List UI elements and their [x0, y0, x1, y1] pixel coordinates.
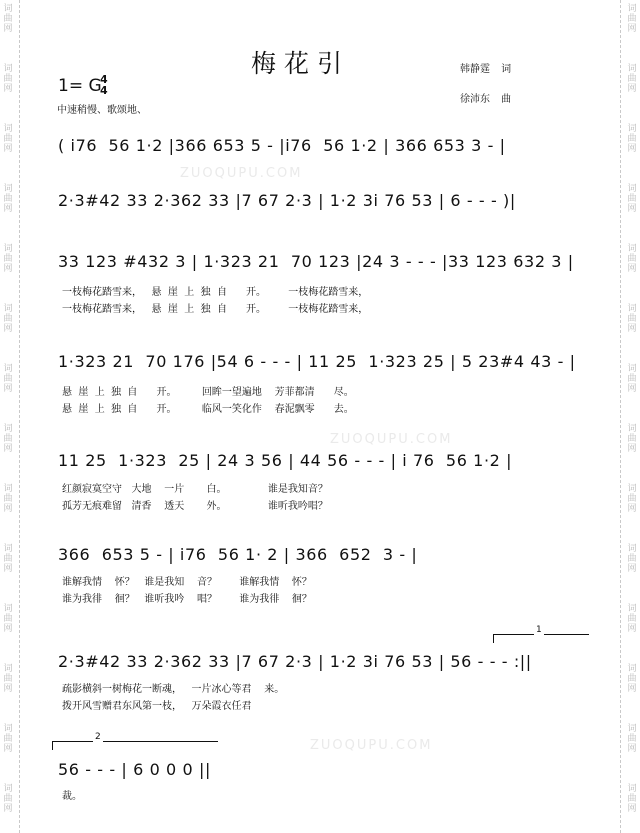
lyricist-credit: 韩静霆 词 — [460, 64, 512, 75]
second-ending-bracket — [52, 732, 218, 750]
side-watermark-group: 词 曲 网 — [3, 424, 13, 454]
left-watermark-column — [1, 0, 15, 833]
volta-number: 1 — [536, 625, 542, 635]
key-signature: 1= G — [58, 76, 102, 96]
lyric-line: 悬 崖 上 独 自 开。 回眸一望遍地 芳菲都清 尽。 — [62, 387, 354, 398]
lyric-line: 一枝梅花踏雪来， 悬 崖 上 独 自 开。 一枝梅花踏雪来， — [62, 287, 369, 298]
side-watermark-group: 词 曲 网 — [3, 784, 13, 814]
side-watermark-group: 词 曲 网 — [627, 244, 637, 274]
side-watermark-group: 词 曲 网 — [627, 424, 637, 454]
watermark: ZUOQUPU.COM — [180, 166, 303, 181]
score-line-8: 56 - - - | 6 0 0 0 || — [58, 760, 211, 779]
tempo-marking: 中速稍慢、歌颂地、 — [57, 105, 147, 116]
side-watermark-group: 词 曲 网 — [627, 4, 637, 34]
song-title: 梅花引 — [251, 49, 351, 78]
side-watermark-group: 词 曲 网 — [627, 64, 637, 94]
time-denominator: 4 — [100, 84, 108, 97]
side-watermark-group: 词 曲 网 — [627, 784, 637, 814]
watermark: ZUOQUPU.COM — [310, 738, 433, 753]
lyric-line: 孤芳无痕难留 清香 透天 外。 谁听我吟唱？ — [62, 501, 328, 512]
time-numerator: 4 — [100, 73, 108, 86]
lyric-line: 裁。 — [62, 791, 82, 802]
first-ending-bracket — [493, 625, 589, 643]
right-border — [620, 0, 621, 833]
score-line-2: 2·3#42 33 2·362 33 |7 67 2·3 | 1·2 3i 76 53 | 6 - - - )| — [58, 191, 516, 210]
lyric-line: 一枝梅花踏雪来， 悬 崖 上 独 自 开。 一枝梅花踏雪来， — [62, 304, 369, 315]
side-watermark-group: 词 曲 网 — [627, 184, 637, 214]
score-line-5: 11 25 1·323 25 | 24 3 56 | 44 56 - - - | i 76 56 1·2 | — [58, 451, 513, 470]
side-watermark-group: 词 曲 网 — [627, 724, 637, 754]
lyric-line: 疏影横斜一树梅花一断魂， 一片冰心等君 来。 — [62, 684, 285, 695]
side-watermark-group: 词 曲 网 — [627, 604, 637, 634]
time-signature — [100, 74, 108, 96]
side-watermark-group: 词 曲 网 — [627, 304, 637, 334]
side-watermark-group: 词 曲 网 — [3, 724, 13, 754]
side-watermark-group: 词 曲 网 — [627, 664, 637, 694]
side-watermark-group: 词 曲 网 — [627, 124, 637, 154]
side-watermark-group: 词 曲 网 — [627, 364, 637, 394]
score-line-6: 366 653 5 - | i76 56 1· 2 | 366 652 3 - | — [58, 545, 418, 564]
side-watermark-group: 词 曲 网 — [3, 124, 13, 154]
side-watermark-group: 词 曲 网 — [627, 544, 637, 574]
side-watermark-group: 词 曲 网 — [3, 484, 13, 514]
composer-credit: 徐沛东 曲 — [460, 94, 512, 105]
watermark: ZUOQUPU.COM — [330, 432, 453, 447]
side-watermark-group: 词 曲 网 — [3, 64, 13, 94]
volta-number: 2 — [95, 732, 101, 742]
score-line-7: 2·3#42 33 2·362 33 |7 67 2·3 | 1·2 3i 76 53 | 56 - - - :|| — [58, 652, 532, 671]
score-line-1: ( i76 56 1·2 |366 653 5 - |i76 56 1·2 | 366 653 3 - | — [58, 136, 506, 155]
right-watermark-column — [625, 0, 639, 833]
score-line-4: 1·323 21 70 176 |54 6 - - - | 11 25 1·323 25 | 5 23#4 43 - | — [58, 352, 576, 371]
lyric-line: 谁为我徘 徊？ 谁听我吟 唱？ 谁为我徘 徊？ — [62, 594, 312, 605]
lyric-line: 谁解我情 怀？ 谁是我知 音？ 谁解我情 怀？ — [62, 577, 312, 588]
side-watermark-group: 词 曲 网 — [3, 184, 13, 214]
score-line-3: 33 123 #432 3 | 1·323 21 70 123 |24 3 - - - |33 123 632 3 | — [58, 252, 574, 271]
lyric-line: 红颜寂寞空守 大地 一片 白。 谁是我知音？ — [62, 484, 328, 495]
side-watermark-group: 词 曲 网 — [3, 604, 13, 634]
lyric-line: 悬 崖 上 独 自 开。 临风一笑化作 春泥飘零 去。 — [62, 404, 354, 415]
side-watermark-group: 词 曲 网 — [3, 664, 13, 694]
side-watermark-group: 词 曲 网 — [627, 484, 637, 514]
side-watermark-group: 词 曲 网 — [3, 244, 13, 274]
side-watermark-group: 词 曲 网 — [3, 364, 13, 394]
lyric-line: 拨开风雪赠君东风第一枝， 万朵霞衣任君 — [62, 701, 252, 712]
side-watermark-group: 词 曲 网 — [3, 544, 13, 574]
side-watermark-group: 词 曲 网 — [3, 304, 13, 334]
side-watermark-group: 词 曲 网 — [3, 4, 13, 34]
left-border — [19, 0, 20, 833]
